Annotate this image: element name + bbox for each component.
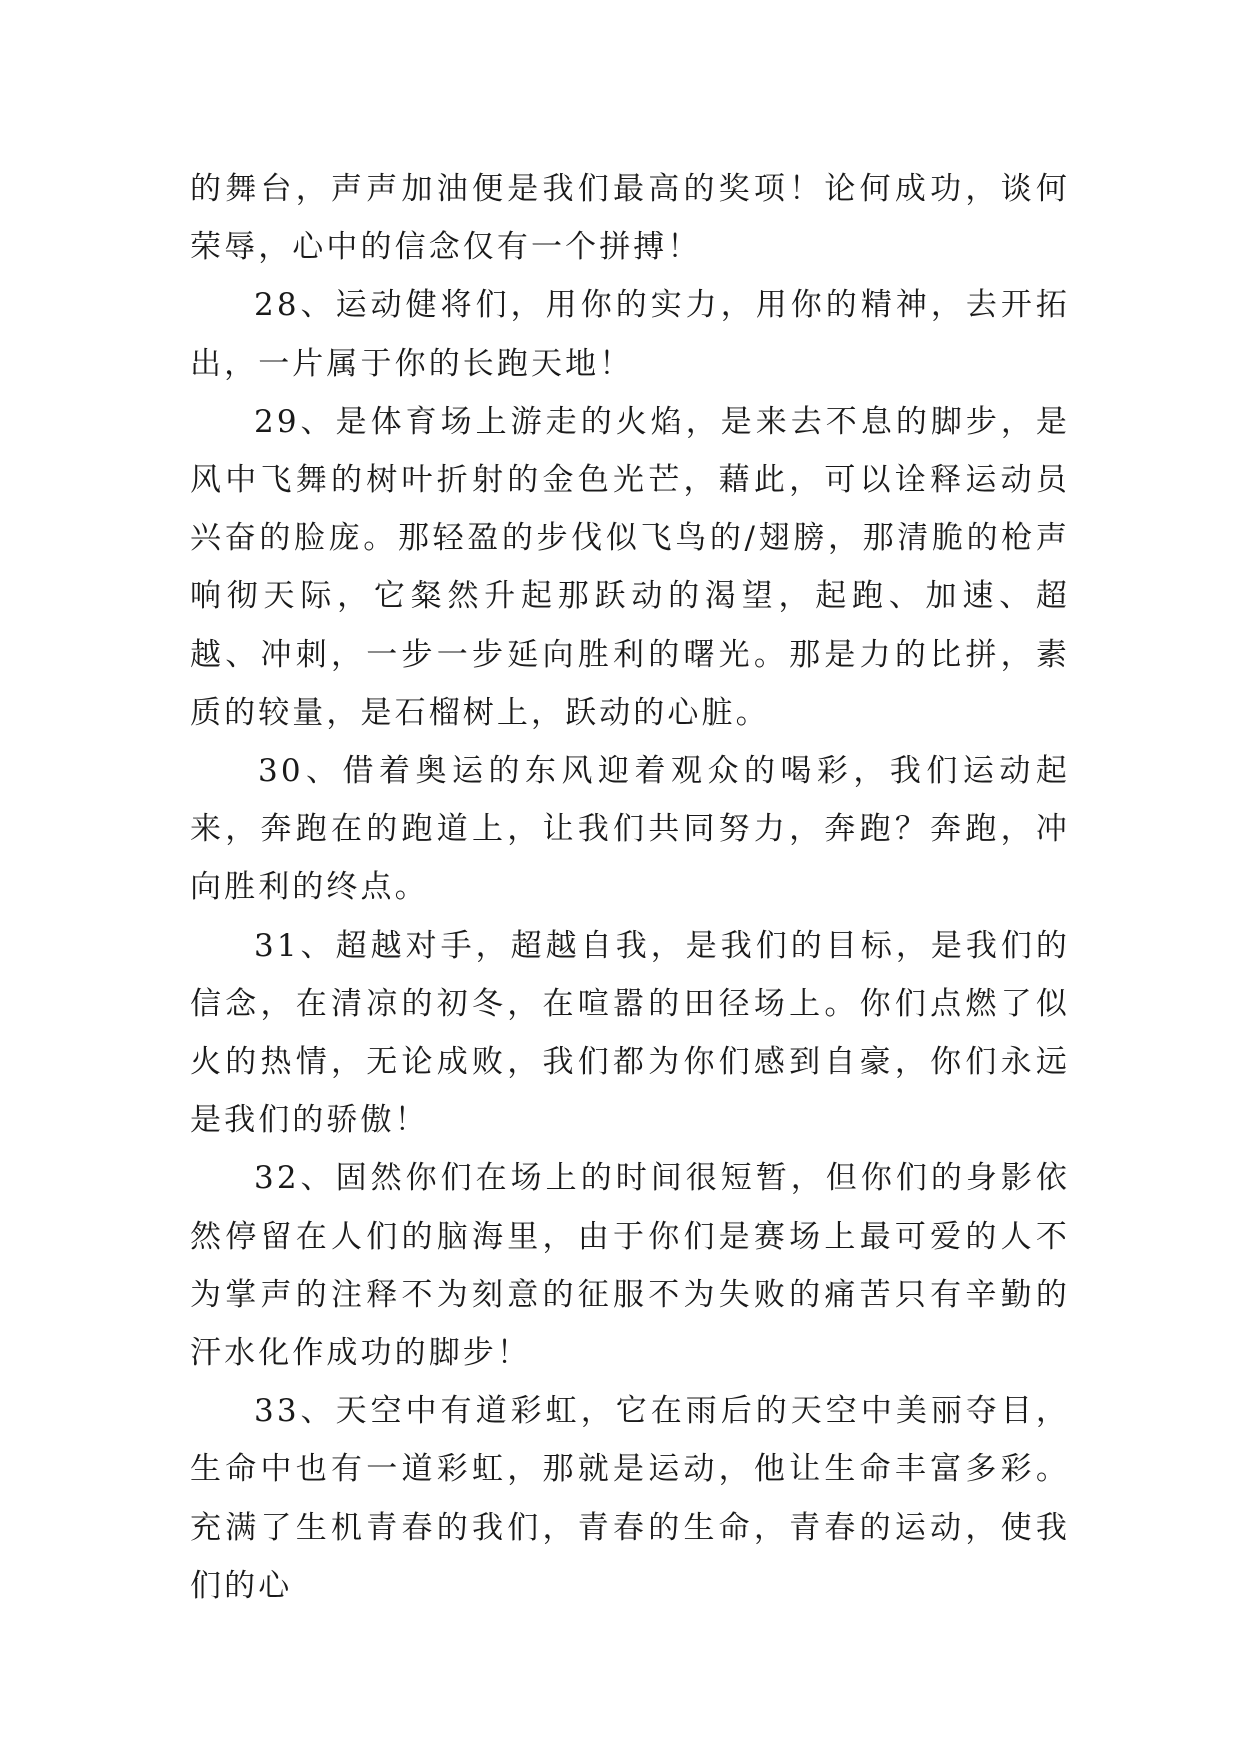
paragraph-30: 30、借着奥运的东风迎着观众的喝彩，我们运动起来，奔跑在的跑道上，让我们共同努力，奔跑？奔跑，冲向胜利的终点。 — [190, 753, 1070, 906]
body-text — [190, 160, 1070, 1615]
paragraph-continued: 的舞台，声声加油便是我们最高的奖项！论何成功，谈何荣辱，心中的信念仅有一个拼搏！ — [190, 171, 1070, 266]
paragraph-33: 33、天空中有道彩虹，它在雨后的天空中美丽夺目，生命中也有一道彩虹，那就是运动，他让生命丰富多彩。充满了生机青春的我们，青春的生命，青春的运动，使我们的心 — [190, 1393, 1070, 1604]
paragraph-31: 31、超越对手，超越自我，是我们的目标，是我们的信念，在清凉的初冬，在喧嚣的田径场上。你们点燃了似火的热情，无论成败，我们都为你们感到自豪，你们永远是我们的骄傲！ — [190, 927, 1070, 1139]
paragraph-28: 28、运动健将们，用你的实力，用你的精神，去开拓出，一片属于你的长跑天地！ — [190, 287, 1070, 382]
paragraph-32: 32、固然你们在场上的时间很短暂，但你们的身影依然停留在人们的脑海里，由于你们是赛场上最可爱的人不为掌声的注释不为刻意的征服不为失败的痛苦只有辛勤的汗水化作成功的脚步！ — [190, 1160, 1070, 1372]
paragraph-29: 29、是体育场上游走的火焰，是来去不息的脚步，是风中飞舞的树叶折射的金色光芒，藉此，可以诠释运动员兴奋的脸庞。那轻盈的步伐似飞鸟的/翅膀，那清脆的枪声响彻天际，它粲然升起那跃动的渴望，起跑、加速、超越、冲刺，一步一步延向胜利的曙光。那是力的比拼，素质的较量，是石榴树上，跃动的心脏。 — [190, 403, 1070, 731]
